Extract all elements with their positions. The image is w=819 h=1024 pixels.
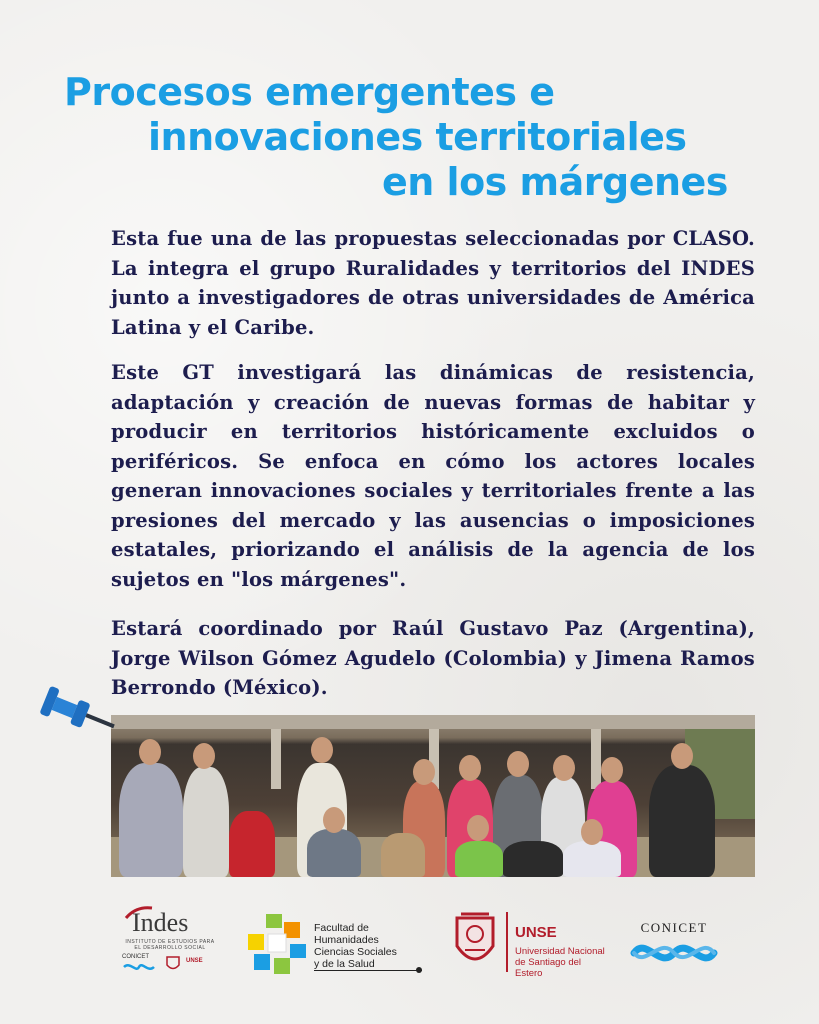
- photo-person-head: [311, 737, 333, 763]
- photo-person-head: [323, 807, 345, 833]
- facultad-puzzle-icon: [246, 912, 310, 976]
- title-line-2: innovaciones territoriales: [148, 115, 687, 159]
- unse-subtitle: [515, 946, 611, 979]
- photo-post: [591, 729, 601, 789]
- photo-person: [307, 829, 361, 877]
- paragraph-description: Este GT investigará las dinámicas de resistencia, adaptación y creación de nuevas formas de habitar y producir en territorios históricamente excluidos o periféricos. Se enfoca en cómo los actores locales generan innovaciones sociales y territoriales frente a las presiones del mercado y las ausencias o imposiciones estatales, priorizando el análisis de la agencia de los sujetos en "los márgenes".: [111, 361, 755, 591]
- unse-subtitle-line-2: de Santiago del Estero: [515, 957, 582, 979]
- facultad-line-1: Facultad de: [314, 922, 369, 934]
- photo-person-head: [581, 819, 603, 845]
- photo-person-head: [467, 815, 489, 841]
- paragraph-coordinators: Estará coordinado por Raúl Gustavo Paz (Argentina), Jorge Wilson Gómez Agudelo (Colombia) y Jimena Ramos Berrondo (México).: [111, 617, 755, 699]
- facultad-line-4: y de la Salud: [314, 958, 375, 970]
- unse-subtitle-line-1: Universidad Nacional: [515, 946, 605, 957]
- photo-person: [455, 841, 503, 877]
- facultad-underline: [314, 970, 422, 971]
- indes-subtitle: INSTITUTO DE ESTUDIOS PARA EL DESARROLLO SOCIAL: [125, 939, 215, 951]
- indes-unse-label: UNSE: [186, 958, 203, 964]
- facultad-logo: [246, 912, 426, 978]
- conicet-wave-icon: [630, 938, 718, 968]
- title-line-1: Procesos emergentes e: [64, 70, 555, 114]
- indes-partner-row: [122, 952, 218, 976]
- photo-person: [119, 763, 183, 877]
- title-line-3: en los márgenes: [382, 160, 728, 204]
- unse-title: UNSE: [515, 924, 557, 941]
- photo-person-head: [193, 743, 215, 769]
- facultad-line-3: Ciencias Sociales: [314, 946, 397, 958]
- indes-conicet-label: CONICET: [122, 954, 149, 960]
- photo-post: [271, 729, 281, 789]
- indes-wordmark: Indes: [132, 908, 189, 937]
- photo-person: [503, 841, 563, 877]
- photo-person-head: [413, 759, 435, 785]
- photo-person-head: [553, 755, 575, 781]
- group-photo: [111, 715, 755, 877]
- push-pin-icon: [38, 684, 118, 744]
- photo-person: [229, 811, 275, 877]
- indes-conicet-icon: [122, 962, 156, 972]
- conicet-wordmark: CONICET: [640, 920, 708, 935]
- indes-logo: [120, 906, 220, 980]
- photo-roof: [111, 715, 755, 729]
- photo-person-head: [671, 743, 693, 769]
- photo-person: [183, 767, 229, 877]
- paragraph-intro: Esta fue una de las propuestas seleccionadas por CLASO. La integra el grupo Ruralidades y territorios del INDES junto a investigadores de otras universidades de América Latina y el Caribe.: [111, 227, 755, 339]
- photo-person: [381, 833, 425, 877]
- unse-logo: [451, 910, 611, 979]
- indes-unse-crest-icon: [166, 956, 180, 972]
- conicet-logo: [628, 918, 720, 970]
- photo-person: [563, 841, 621, 877]
- unse-crest-icon: [451, 910, 499, 974]
- facultad-line-2: Humanidades: [314, 934, 379, 946]
- facultad-text: [314, 922, 397, 970]
- facultad-dot: [416, 967, 422, 973]
- photo-person-head: [601, 757, 623, 783]
- unse-separator: [506, 912, 508, 972]
- photo-person-head: [507, 751, 529, 777]
- photo-person: [649, 765, 715, 877]
- photo-person-head: [459, 755, 481, 781]
- photo-person-head: [139, 739, 161, 765]
